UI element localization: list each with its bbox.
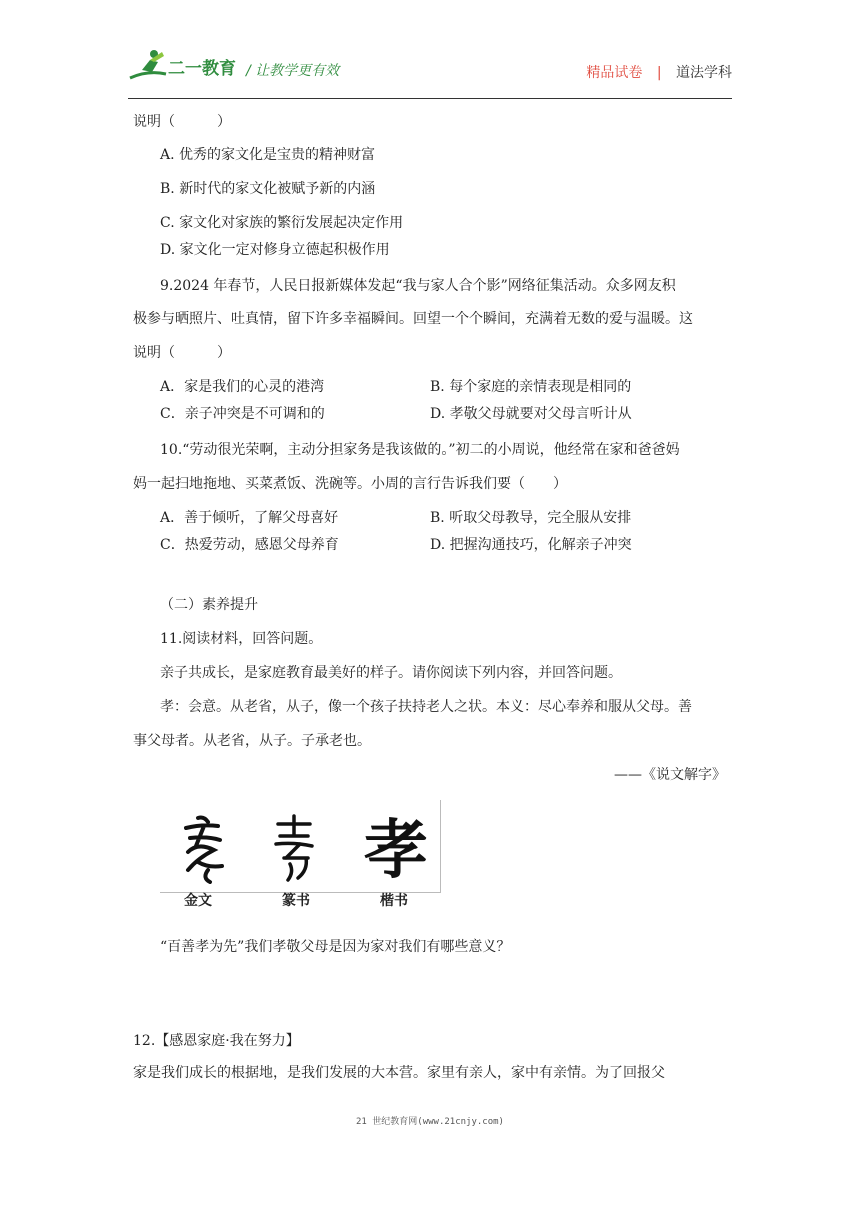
q11-source: ——《说文解字》 [614, 767, 726, 783]
seal-script-glyph [260, 812, 330, 884]
q11-intro: 亲子共成长，是家庭教育最美好的样子。请你阅读下列内容，并回答问题。 [160, 665, 622, 681]
q9-option-a: A．家是我们的心灵的港湾 [160, 379, 325, 395]
q8-option-b: B. 新时代的家文化被赋予新的内涵 [160, 181, 376, 197]
q10-option-d: D. 把握沟通技巧，化解亲子冲突 [430, 537, 632, 553]
header-slogan: / 让教学更有效 [246, 63, 340, 79]
page-footer: 21 世纪教育网(www.21cnjy.com) [356, 1117, 504, 1127]
q10-option-c: C．热爱劳动，感恩父母养育 [160, 537, 339, 553]
bronze-script-glyph [168, 812, 238, 884]
q10-line-2: 妈一起扫地拖地、买菜煮饭、洗碗等。小周的言行告诉我们要（ ） [133, 476, 567, 492]
regular-script-char: 孝 [364, 813, 428, 884]
page-header [128, 40, 732, 100]
q11-quote-line-1: 孝：会意。从老省，从子，像一个孩子扶持老人之状。本义：尽心奉养和服从父母。善 [160, 699, 692, 715]
q12-line-1: 家是我们成长的根据地，是我们发展的大本营。家里有亲人，家中有亲情。为了回报父 [133, 1065, 665, 1081]
section-title: （二）素养提升 [160, 597, 258, 613]
q8-option-c: C. 家文化对家族的繁衍发展起决定作用 [160, 215, 404, 231]
q8-option-d: D. 家文化一定对修身立德起积极作用 [160, 242, 390, 258]
q9-option-d: D. 孝敬父母就要对父母言听计从 [430, 406, 632, 422]
q8-option-a: A. 优秀的家文化是宝贵的精神财富 [160, 147, 376, 163]
q11-quote-line-2: 事父母者。从老省，从子。子承老也。 [133, 733, 371, 749]
logo-text: 二一教育 [168, 59, 236, 79]
q9-option-c: C．亲子冲突是不可调和的 [160, 406, 325, 422]
q10-line-1: 10.“劳动很光荣啊，主动分担家务是我该做的。”初二的小周说，他经常在家和爸爸妈 [160, 442, 680, 458]
regular-script-glyph [356, 812, 436, 884]
header-right [586, 62, 732, 82]
q10-option-b: B. 听取父母教导，完全服从安排 [430, 510, 632, 526]
header-subject: 道法学科 [676, 65, 732, 81]
header-separator: | [656, 65, 662, 81]
q12-title: 12.【感恩家庭·我在努力】 [133, 1033, 300, 1049]
q11-question: “百善孝为先”我们孝敬父母是因为家对我们有哪些意义？ [160, 939, 511, 955]
q11-head: 11.阅读材料，回答问题。 [160, 631, 323, 647]
brand-logo [128, 48, 238, 84]
figure-border-right [440, 800, 441, 892]
caption-bronze: 金文 [184, 893, 212, 909]
header-tag: 精品试卷 [586, 65, 643, 81]
q9-line-1: 9.2024 年春节，人民日报新媒体发起“我与家人合个影”网络征集活动。众多网友积 [160, 278, 676, 294]
q9-line-3: 说明（ ） [133, 345, 231, 361]
q10-option-a: A．善于倾听，了解父母喜好 [160, 510, 339, 526]
caption-regular: 楷书 [380, 893, 408, 909]
q9-line-2: 极参与晒照片、吐真情，留下许多幸福瞬间。回望一个个瞬间，充满着无数的爱与温暖。这 [133, 311, 693, 327]
calligraphy-figure [160, 800, 442, 912]
q9-option-b: B. 每个家庭的亲情表现是相同的 [430, 379, 632, 395]
caption-seal: 篆书 [282, 893, 310, 909]
q8-tail: 说明（ ） [133, 114, 231, 130]
header-rule [128, 98, 732, 99]
